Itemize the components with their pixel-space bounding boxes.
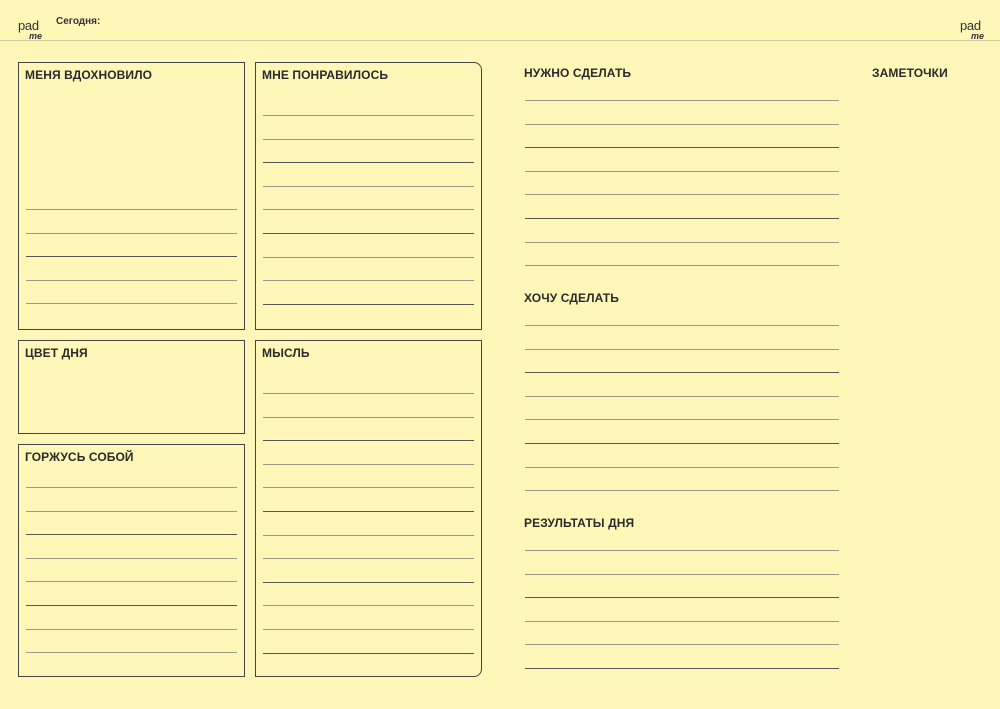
liked-line <box>263 280 474 281</box>
todo-line <box>525 147 839 148</box>
results-line <box>525 644 839 645</box>
proud-line <box>26 605 237 606</box>
thought-title: МЫСЛЬ <box>262 346 310 360</box>
want-line <box>525 419 839 420</box>
thought-line <box>263 653 474 654</box>
todo-line <box>525 218 839 219</box>
padme-logo-right <box>960 19 988 45</box>
proud-line <box>26 487 237 488</box>
thought-line <box>263 605 474 606</box>
logo-text-bottom: me <box>29 31 43 41</box>
want-line <box>525 349 839 350</box>
want-line <box>525 443 839 444</box>
todo-heading: НУЖНО СДЕЛАТЬ <box>524 66 632 80</box>
todo-line <box>525 265 839 266</box>
thought-line <box>263 511 474 512</box>
liked-line <box>263 209 474 210</box>
want-line <box>525 490 839 491</box>
thought-box <box>255 340 482 677</box>
thought-line <box>263 582 474 583</box>
liked-line <box>263 162 474 163</box>
color-of-day-title: ЦВЕТ ДНЯ <box>25 346 88 360</box>
thought-line <box>263 629 474 630</box>
liked-box <box>255 62 482 330</box>
inspired-line <box>26 303 237 304</box>
results-line <box>525 597 839 598</box>
proud-box <box>18 444 245 677</box>
results-line <box>525 621 839 622</box>
logo-text-top: pad <box>18 18 39 33</box>
proud-line <box>26 511 237 512</box>
want-heading: ХОЧУ СДЕЛАТЬ <box>524 291 619 305</box>
proud-line <box>26 581 237 582</box>
header-divider <box>0 40 1000 41</box>
padme-logo-left <box>18 19 46 45</box>
want-line <box>525 467 839 468</box>
thought-line <box>263 464 474 465</box>
results-line <box>525 668 839 669</box>
inspired-line <box>26 209 237 210</box>
liked-line <box>263 139 474 140</box>
proud-title: ГОРЖУСЬ СОБОЙ <box>25 450 134 464</box>
want-line <box>525 372 839 373</box>
proud-line <box>26 534 237 535</box>
thought-line <box>263 393 474 394</box>
inspired-line <box>26 280 237 281</box>
thought-line <box>263 487 474 488</box>
proud-line <box>26 652 237 653</box>
liked-line <box>263 115 474 116</box>
liked-title: МНЕ ПОНРАВИЛОСЬ <box>262 68 389 82</box>
inspired-line <box>26 256 237 257</box>
todo-line <box>525 194 839 195</box>
todo-line <box>525 242 839 243</box>
results-line <box>525 574 839 575</box>
color-of-day-box <box>18 340 245 434</box>
liked-line <box>263 304 474 305</box>
logo-text-top: pad <box>960 18 981 33</box>
today-label: Сегодня: <box>56 16 101 27</box>
inspired-line <box>26 233 237 234</box>
logo-text-bottom: me <box>971 31 985 41</box>
inspired-box <box>18 62 245 330</box>
proud-line <box>26 558 237 559</box>
notes-heading: ЗАМЕТОЧКИ <box>872 66 948 80</box>
thought-line <box>263 440 474 441</box>
proud-line <box>26 629 237 630</box>
thought-line <box>263 535 474 536</box>
inspired-title: МЕНЯ ВДОХНОВИЛО <box>25 68 153 82</box>
liked-line <box>263 233 474 234</box>
thought-line <box>263 417 474 418</box>
liked-line <box>263 257 474 258</box>
todo-line <box>525 171 839 172</box>
want-line <box>525 325 839 326</box>
liked-line <box>263 186 474 187</box>
todo-line <box>525 124 839 125</box>
thought-line <box>263 558 474 559</box>
results-heading: РЕЗУЛЬТАТЫ ДНЯ <box>524 516 635 530</box>
todo-line <box>525 100 839 101</box>
results-line <box>525 550 839 551</box>
want-line <box>525 396 839 397</box>
